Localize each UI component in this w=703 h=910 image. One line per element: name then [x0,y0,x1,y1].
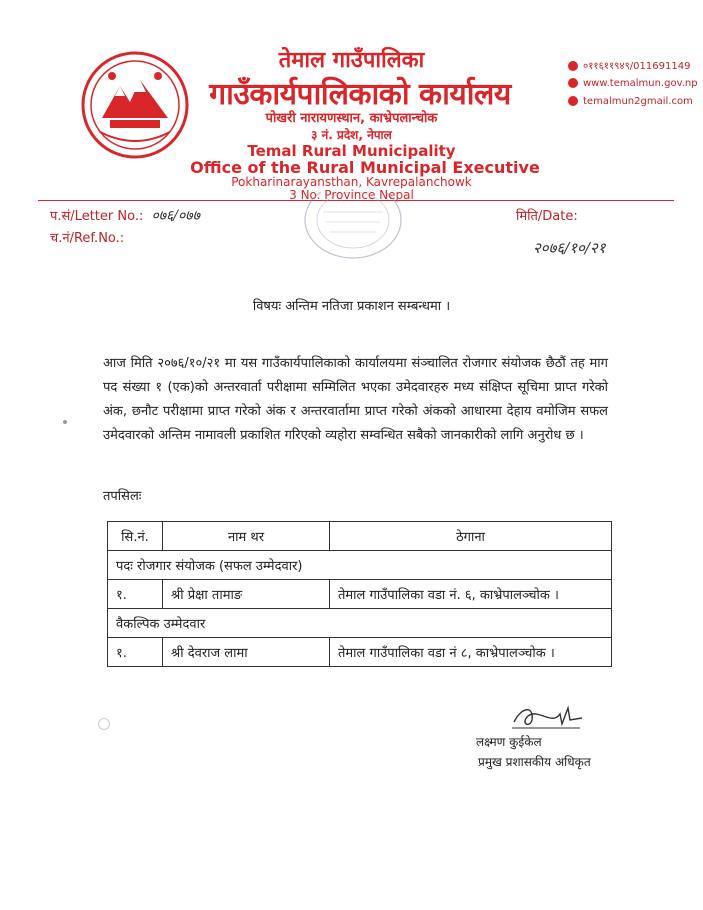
phone-icon [568,61,578,71]
office-stamp [298,192,408,262]
contact-email [568,96,693,107]
row2-serial: १. [108,638,163,667]
address-en: Pokharinarayansthan, Kavrepalanchowk [231,175,472,189]
col-address-header: ठेगाना [330,522,612,551]
office-name-en: Office of the Rural Municipal Executive [190,158,540,177]
row1-name: श्री प्रेक्षा तामाङ [163,580,330,609]
date-value: २०७६/१०/२१ [533,239,606,257]
date-label: मिति/Date: [516,209,578,224]
office-name-np: गाउँकार्यपालिकाको कार्यालय [209,77,511,112]
signature [508,700,588,732]
signatory-name: लक्ष्मण कुईकेल [476,735,542,749]
contact-website [568,78,698,89]
phone-text: ०११६११९४९/011691149 [583,61,691,72]
row2-address: तेमाल गाउँपालिका वडा नं ८, काभ्रेपालञ्चोक । [330,638,612,667]
details-label: तपसिलः [103,489,142,504]
col-name-header: नाम थर [163,522,330,551]
website-text: www.temalmun.gov.np [583,78,698,89]
subject-line: विषयः अन्तिम नतिजा प्रकाशन सम्बन्धमा । [252,299,451,314]
table-row [108,638,612,667]
address-np: पोखरी नारायणस्थान, काभ्रेपलान्चोक [265,111,438,126]
body-paragraph: आज मिति २०७६/१०/२१ मा यस गाउँकार्यपालिकाको कार्यालयमा संञ्चालित रोजगार संयोजक छैठौं तह माग पद संख्या १ (एक)को अन्तरवार्ता परीक्षामा सम्मिलित भएका उमेदवारहरु मध्य संक्षिप्त सूचिमा प्राप्त गरेको अंक, छनौट परीक्षामा प्राप्त गरेको अंक र अन्तरवार्तामा प्राप्त गरेको अंकको आधारमा देहाय वमोजिम सफल उमेदवारको अन्तिम नामावली प्रकाशित गरिएको व्यहोरा सम्वन्धित सबैको जानकारीको लागि अनुरोध छ । [103,356,608,443]
row1-serial: १. [108,580,163,609]
candidate-table [107,521,612,667]
letter-no-label: प.सं/Letter No.: [50,209,144,224]
section-alternate-label: वैकल्पिक उम्मेदवार [108,609,612,638]
row2-name: श्री देवराज लामा [163,638,330,667]
email-icon [568,96,578,106]
province-np: ३ नं. प्रदेश, नेपाल [311,128,392,142]
scan-speck [63,420,67,424]
scan-speck [98,718,110,730]
section-row [108,551,612,580]
globe-icon [568,78,578,88]
ref-no-label: च.नं/Ref.No.: [50,231,125,246]
letter-no [50,206,200,225]
province-en: 3 No. Province Nepal [289,188,414,202]
section-post-label: पदः रोजगार संयोजक (सफल उम्मेदवार) [108,551,612,580]
municipality-name-en: Temal Rural Municipality [247,142,456,160]
letter-no-value: ०७६/०७७ [151,208,200,224]
section-row [108,609,612,638]
email-text: temalmun2gmail.com [583,96,693,107]
table-row [108,580,612,609]
signatory-title: प्रमुख प्रशासकीय अधिकृत [478,755,591,769]
row1-address: तेमाल गाउँपालिका वडा नं. ६, काभ्रेपालञ्चोक । [330,580,612,609]
contact-phone [568,58,690,72]
municipality-name-np: तेमाल गाउँपालिका [278,48,425,73]
col-serial-header: सि.नं. [108,522,163,551]
table-header-row [108,522,612,551]
